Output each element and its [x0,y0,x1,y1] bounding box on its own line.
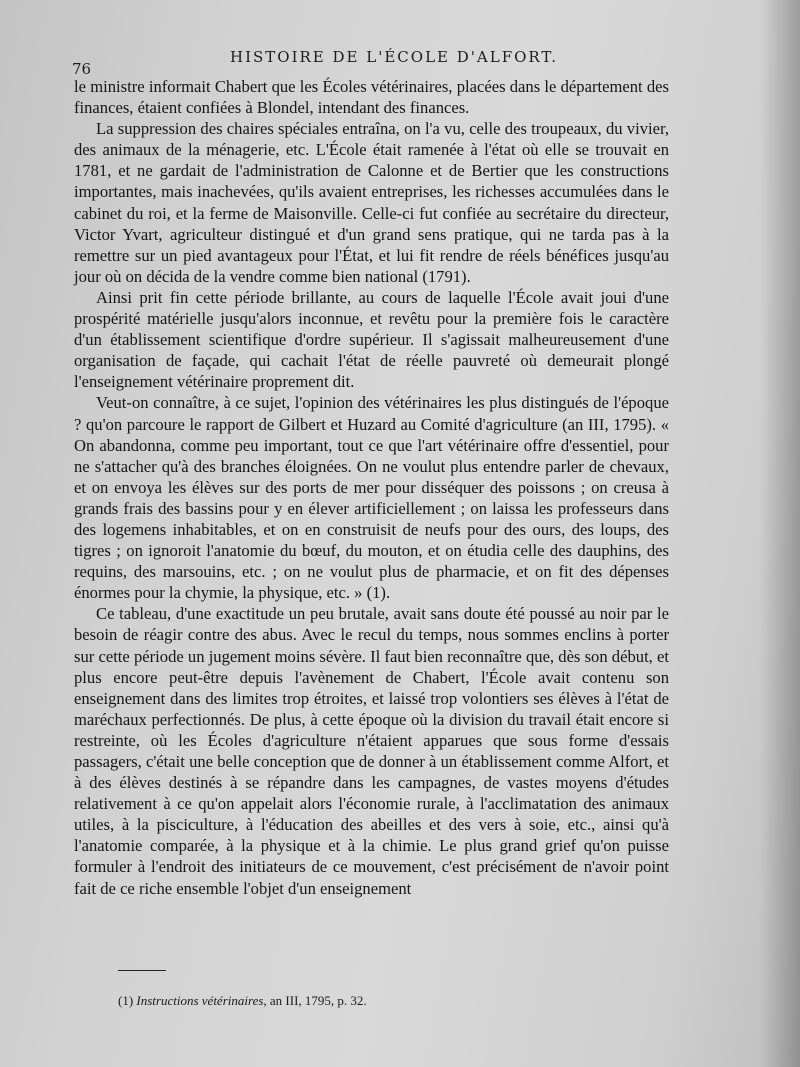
running-head: HISTOIRE DE L'ÉCOLE D'ALFORT. [230,48,558,66]
footnote-title: Instructions vétérinaires [136,993,264,1008]
footnote [118,993,367,1009]
page-number: 76 [72,60,92,78]
page-edge-shadow [760,0,800,1067]
paragraph: Veut-on connaître, à ce sujet, l'opinion des vétérinaires les plus distingués de l'époque ? qu'on parcoure le rapport de Gilbert et Huzard au Comité d'agriculture (an III, 1795). « On abandonna, comme peu important, tout ce que l'art vétérinaire offre d'essentiel, pour ne s'attacher qu'à des branches éloignées. On ne voulut plus entendre parler de chevaux, et on envoya les élèves sur des ports de mer pour disséquer des poissons ; on creusa à grands frais des bassins pour y en élever artificiellement ; on laissa les professeurs dans des logemens inhabitables, et on en construisit de neufs pour des ours, des loups, des tigres ; on ignoroit l'anatomie du bœuf, du mouton, et on étudia celle des dauphins, des requins, des marsouins, etc. ; on ne voulut plus de pharmacie, et on fit des dépenses énormes pour la chymie, la physique, etc. » (1). [74,393,669,603]
paragraph: Ainsi prit fin cette période brillante, au cours de laquelle l'École avait joui d'une prospérité matérielle jusqu'alors inconnue, et revêtu pour la première fois le caractère d'un établissement scientifique d'ordre supérieur. Il s'agissait malheureusement d'une organisation de façade, qui cachait l'état de réelle pauvreté où demeurait plongé l'enseignement vétérinaire proprement dit. [74,287,669,392]
paragraph: Ce tableau, d'une exactitude un peu brutale, avait sans doute été poussé au noir par le besoin de réagir contre des abus. Avec le recul du temps, nous sommes enclins à porter sur cette période un jugement moins sévère. Il faut bien reconnaître que, dès son début, et plus encore peut-être depuis l'avènement de Chabert, l'École avait contenu son enseignement dans des limites trop étroites, et laissé trop volontiers ses élèves à l'état de maréchaux perfectionnés. De plus, à cette époque où la division du travail était encore si restreinte, où les Écoles d'agriculture n'étaient apparues que sous forme d'essais passagers, c'était une belle conception que de donner à un établissement comme Alfort, et à des élèves destinés à se répandre dans les campagnes, de vastes moyens d'études relativement à ce qu'on appelait alors l'économie rurale, à l'acclimatation des animaux utiles, à la pisciculture, à l'éducation des abeilles et des vers à soie, etc., ainsi qu'à l'anatomie comparée, à la physique et à la chimie. Le plus grand grief qu'on puisse formuler à l'endroit des initiateurs de ce mouvement, c'est précisément de n'avoir point fait de ce riche ensemble l'objet d'un enseignement [74,604,669,898]
body-text [74,76,669,899]
footnote-rule [118,970,166,971]
paragraph: La suppression des chaires spéciales entraîna, on l'a vu, celle des troupeaux, du vivier, des animaux de la ménagerie, etc. L'École était ramenée à l'état où elle se trouvait en 1781, et ne gardait de l'administration de Calonne et de Bertier que les constructions importantes, mais inachevées, qu'ils avaient entreprises, les richesses accumulées dans le cabinet du roi, et la ferme de Maisonville. Celle-ci fut confiée au secrétaire du directeur, Victor Yvart, agriculteur distingué et d'un grand sens pratique, qui ne tarda pas à la remettre sur un pied avantageux pour l'État, et lui fit rendre de réels bénéfices jusqu'au jour où on décida de la vendre comme bien national (1791). [74,119,669,286]
paragraph: le ministre informait Chabert que les Écoles vétérinaires, placées dans le département des finances, étaient confiées à Blondel, intendant des finances. [74,77,669,118]
footnote-rest: , an III, 1795, p. 32. [263,993,367,1008]
footnote-marker: (1) [118,993,134,1008]
page-header [60,40,680,78]
